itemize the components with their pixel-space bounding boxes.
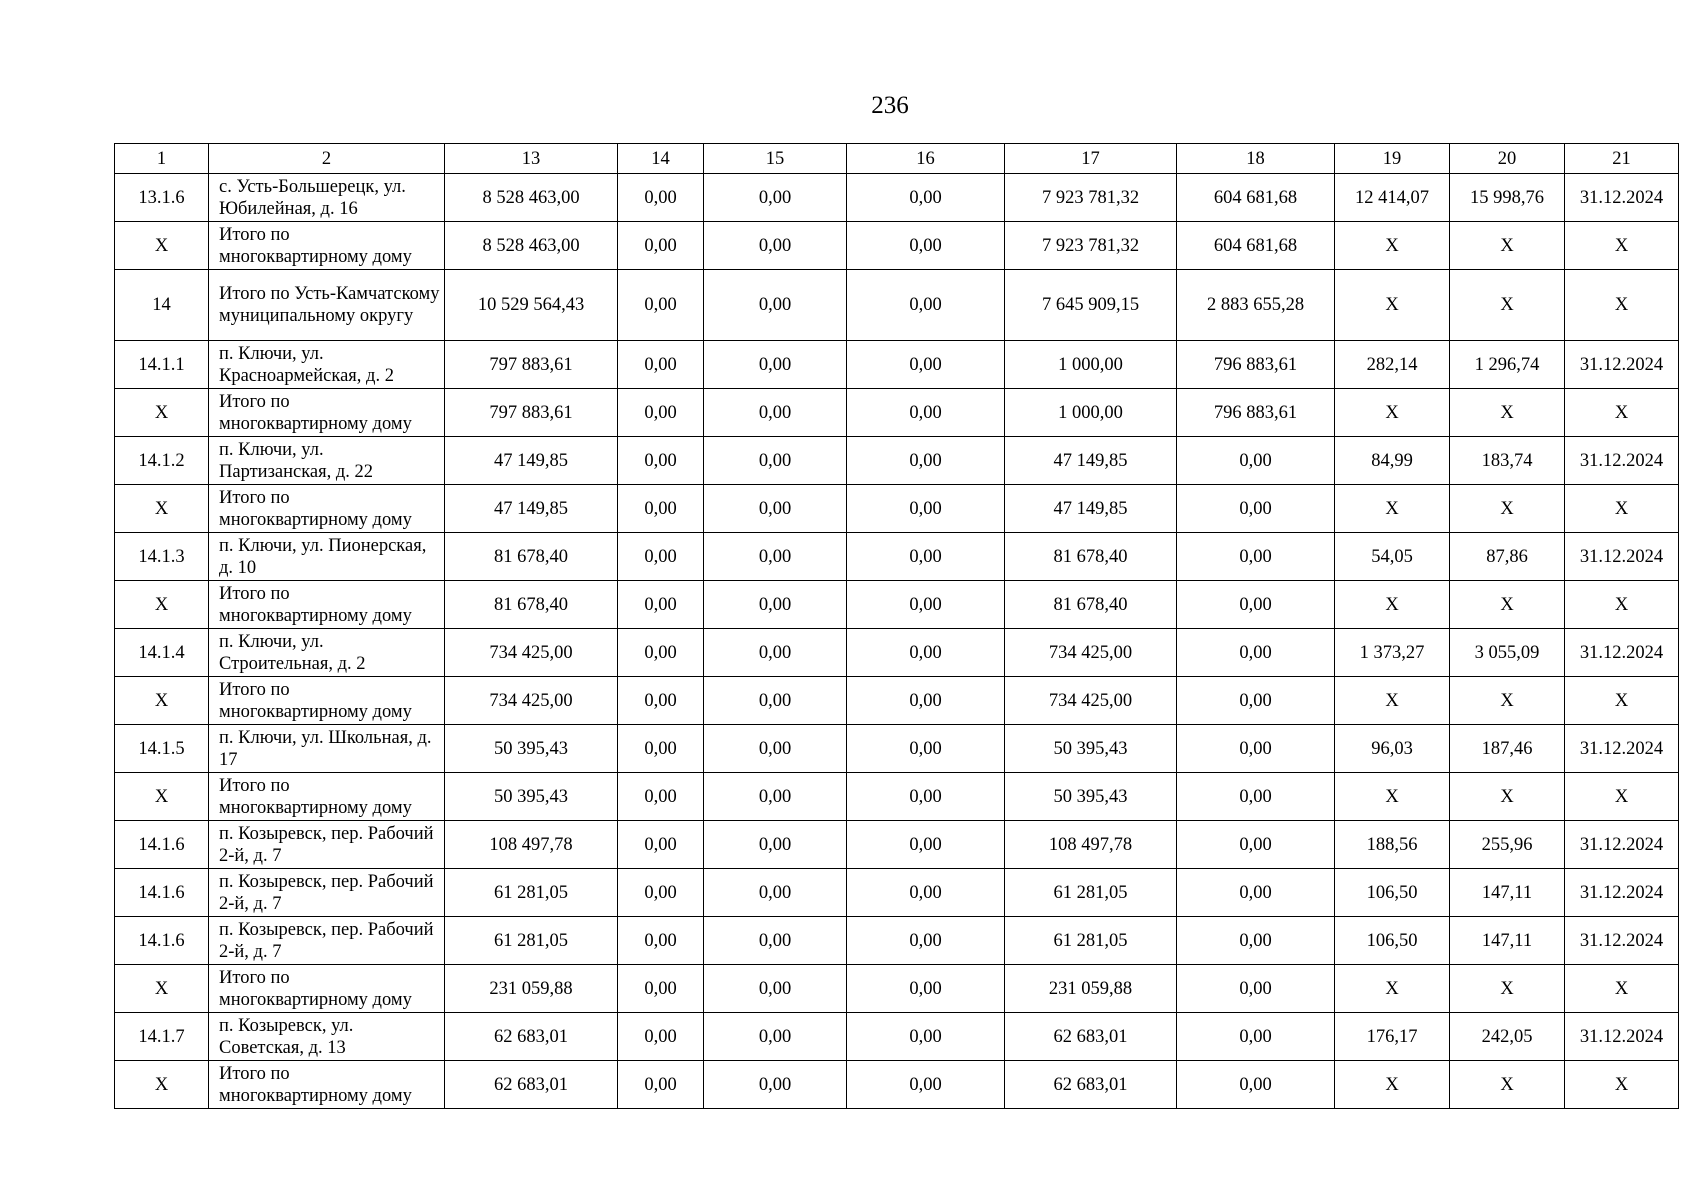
- header-cell: 15: [704, 144, 847, 174]
- cell-col-20: X: [1450, 773, 1565, 821]
- cell-row-number: X: [115, 581, 209, 629]
- cell-col-13: 50 395,43: [445, 773, 618, 821]
- table-container: [114, 143, 1679, 1109]
- header-cell: 19: [1335, 144, 1450, 174]
- cell-col-16: 0,00: [847, 677, 1005, 725]
- cell-col-21: 31.12.2024: [1565, 341, 1679, 389]
- cell-col-20: X: [1450, 1061, 1565, 1109]
- cell-col-17: 1 000,00: [1005, 389, 1177, 437]
- cell-col-18: 0,00: [1177, 773, 1335, 821]
- cell-address: Итого по многоквартирному дому: [209, 581, 445, 629]
- table-row: [115, 1061, 1679, 1109]
- cell-row-number: 14.1.5: [115, 725, 209, 773]
- cell-col-20: 255,96: [1450, 821, 1565, 869]
- cell-col-14: 0,00: [618, 1061, 704, 1109]
- cell-col-19: 54,05: [1335, 533, 1450, 581]
- cell-col-19: X: [1335, 485, 1450, 533]
- cell-col-15: 0,00: [704, 1061, 847, 1109]
- cell-col-15: 0,00: [704, 965, 847, 1013]
- cell-col-18: 0,00: [1177, 1061, 1335, 1109]
- cell-col-20: X: [1450, 389, 1565, 437]
- cell-col-18: 0,00: [1177, 629, 1335, 677]
- cell-col-17: 7 923 781,32: [1005, 222, 1177, 270]
- cell-col-16: 0,00: [847, 533, 1005, 581]
- table-row: [115, 222, 1679, 270]
- cell-col-16: 0,00: [847, 222, 1005, 270]
- cell-col-19: X: [1335, 677, 1450, 725]
- cell-col-16: 0,00: [847, 341, 1005, 389]
- table-row: [115, 174, 1679, 222]
- cell-row-number: 14.1.6: [115, 869, 209, 917]
- cell-col-14: 0,00: [618, 773, 704, 821]
- cell-col-18: 0,00: [1177, 917, 1335, 965]
- cell-col-20: X: [1450, 965, 1565, 1013]
- cell-col-14: 0,00: [618, 677, 704, 725]
- cell-col-17: 62 683,01: [1005, 1061, 1177, 1109]
- cell-col-17: 7 923 781,32: [1005, 174, 1177, 222]
- cell-col-14: 0,00: [618, 389, 704, 437]
- cell-col-15: 0,00: [704, 341, 847, 389]
- cell-col-15: 0,00: [704, 222, 847, 270]
- cell-address: Итого по многоквартирному дому: [209, 965, 445, 1013]
- cell-col-14: 0,00: [618, 485, 704, 533]
- cell-col-14: 0,00: [618, 917, 704, 965]
- cell-address: п. Ключи, ул. Строительная, д. 2: [209, 629, 445, 677]
- cell-col-21: 31.12.2024: [1565, 725, 1679, 773]
- cell-col-19: 96,03: [1335, 725, 1450, 773]
- header-cell: 16: [847, 144, 1005, 174]
- table-row: [115, 869, 1679, 917]
- cell-row-number: X: [115, 485, 209, 533]
- header-cell: 17: [1005, 144, 1177, 174]
- cell-col-21: 31.12.2024: [1565, 869, 1679, 917]
- cell-row-number: X: [115, 965, 209, 1013]
- cell-col-17: 7 645 909,15: [1005, 270, 1177, 341]
- header-cell: 21: [1565, 144, 1679, 174]
- cell-col-13: 50 395,43: [445, 725, 618, 773]
- cell-col-21: 31.12.2024: [1565, 533, 1679, 581]
- cell-col-14: 0,00: [618, 222, 704, 270]
- cell-col-13: 10 529 564,43: [445, 270, 618, 341]
- cell-col-14: 0,00: [618, 725, 704, 773]
- table-row: [115, 773, 1679, 821]
- cell-col-21: X: [1565, 677, 1679, 725]
- table-row: [115, 725, 1679, 773]
- cell-col-17: 1 000,00: [1005, 341, 1177, 389]
- cell-col-18: 0,00: [1177, 581, 1335, 629]
- cell-col-16: 0,00: [847, 725, 1005, 773]
- cell-col-13: 47 149,85: [445, 437, 618, 485]
- cell-col-18: 0,00: [1177, 485, 1335, 533]
- cell-col-15: 0,00: [704, 1013, 847, 1061]
- cell-address: Итого по многоквартирному дому: [209, 773, 445, 821]
- cell-col-19: 106,50: [1335, 869, 1450, 917]
- cell-col-20: 147,11: [1450, 917, 1565, 965]
- cell-col-19: 84,99: [1335, 437, 1450, 485]
- cell-col-21: X: [1565, 222, 1679, 270]
- cell-col-20: X: [1450, 581, 1565, 629]
- cell-col-15: 0,00: [704, 485, 847, 533]
- cell-col-20: X: [1450, 222, 1565, 270]
- cell-row-number: 14.1.4: [115, 629, 209, 677]
- cell-col-19: 12 414,07: [1335, 174, 1450, 222]
- cell-col-19: X: [1335, 270, 1450, 341]
- cell-col-14: 0,00: [618, 270, 704, 341]
- table-row: [115, 437, 1679, 485]
- cell-row-number: X: [115, 1061, 209, 1109]
- cell-col-17: 50 395,43: [1005, 725, 1177, 773]
- cell-col-13: 797 883,61: [445, 341, 618, 389]
- cell-col-21: 31.12.2024: [1565, 629, 1679, 677]
- cell-col-18: 0,00: [1177, 1013, 1335, 1061]
- cell-col-17: 81 678,40: [1005, 533, 1177, 581]
- cell-col-16: 0,00: [847, 773, 1005, 821]
- cell-row-number: 14: [115, 270, 209, 341]
- cell-col-19: X: [1335, 389, 1450, 437]
- cell-address: Итого по многоквартирному дому: [209, 677, 445, 725]
- cell-col-17: 734 425,00: [1005, 677, 1177, 725]
- header-cell: 1: [115, 144, 209, 174]
- cell-col-16: 0,00: [847, 869, 1005, 917]
- cell-col-18: 0,00: [1177, 725, 1335, 773]
- cell-col-21: 31.12.2024: [1565, 174, 1679, 222]
- cell-col-13: 61 281,05: [445, 917, 618, 965]
- cell-col-18: 0,00: [1177, 533, 1335, 581]
- cell-col-16: 0,00: [847, 174, 1005, 222]
- cell-col-15: 0,00: [704, 773, 847, 821]
- cell-col-16: 0,00: [847, 437, 1005, 485]
- cell-col-21: 31.12.2024: [1565, 437, 1679, 485]
- cell-row-number: 14.1.6: [115, 917, 209, 965]
- cell-col-14: 0,00: [618, 821, 704, 869]
- cell-col-15: 0,00: [704, 677, 847, 725]
- cell-col-19: 106,50: [1335, 917, 1450, 965]
- table-body: [115, 174, 1679, 1109]
- header-cell: 18: [1177, 144, 1335, 174]
- cell-col-21: X: [1565, 581, 1679, 629]
- cell-col-14: 0,00: [618, 174, 704, 222]
- cell-col-17: 50 395,43: [1005, 773, 1177, 821]
- cell-col-15: 0,00: [704, 581, 847, 629]
- table-row: [115, 341, 1679, 389]
- table-row: [115, 629, 1679, 677]
- cell-col-16: 0,00: [847, 629, 1005, 677]
- cell-col-14: 0,00: [618, 341, 704, 389]
- cell-col-16: 0,00: [847, 965, 1005, 1013]
- cell-row-number: X: [115, 677, 209, 725]
- cell-address: Итого по Усть-Камчатскому муниципальному округу: [209, 270, 445, 341]
- cell-col-17: 81 678,40: [1005, 581, 1177, 629]
- table-row: [115, 389, 1679, 437]
- table-row: [115, 965, 1679, 1013]
- cell-col-15: 0,00: [704, 174, 847, 222]
- table-row: [115, 270, 1679, 341]
- cell-row-number: X: [115, 389, 209, 437]
- cell-col-13: 47 149,85: [445, 485, 618, 533]
- cell-address: с. Усть-Большерецк, ул. Юбилейная, д. 16: [209, 174, 445, 222]
- cell-row-number: 14.1.2: [115, 437, 209, 485]
- cell-col-16: 0,00: [847, 821, 1005, 869]
- cell-col-19: X: [1335, 965, 1450, 1013]
- cell-col-21: 31.12.2024: [1565, 1013, 1679, 1061]
- cell-row-number: X: [115, 773, 209, 821]
- cell-col-20: 187,46: [1450, 725, 1565, 773]
- cell-row-number: 13.1.6: [115, 174, 209, 222]
- cell-col-20: 242,05: [1450, 1013, 1565, 1061]
- cell-col-14: 0,00: [618, 965, 704, 1013]
- cell-col-14: 0,00: [618, 533, 704, 581]
- cell-col-16: 0,00: [847, 389, 1005, 437]
- cell-col-15: 0,00: [704, 917, 847, 965]
- table-row: [115, 821, 1679, 869]
- cell-address: п. Ключи, ул. Пионерская, д. 10: [209, 533, 445, 581]
- cell-col-18: 0,00: [1177, 965, 1335, 1013]
- cell-col-18: 796 883,61: [1177, 341, 1335, 389]
- cell-address: п. Ключи, ул. Партизанская, д. 22: [209, 437, 445, 485]
- cell-col-13: 797 883,61: [445, 389, 618, 437]
- cell-col-13: 734 425,00: [445, 677, 618, 725]
- cell-address: п. Ключи, ул. Школьная, д. 17: [209, 725, 445, 773]
- cell-col-14: 0,00: [618, 1013, 704, 1061]
- cell-col-21: X: [1565, 270, 1679, 341]
- cell-col-21: X: [1565, 1061, 1679, 1109]
- cell-col-13: 62 683,01: [445, 1013, 618, 1061]
- cell-col-19: 282,14: [1335, 341, 1450, 389]
- cell-col-16: 0,00: [847, 1061, 1005, 1109]
- cell-address: п. Ключи, ул. Красноармейская, д. 2: [209, 341, 445, 389]
- cell-col-17: 47 149,85: [1005, 437, 1177, 485]
- cell-col-15: 0,00: [704, 629, 847, 677]
- cell-col-16: 0,00: [847, 581, 1005, 629]
- cell-col-17: 108 497,78: [1005, 821, 1177, 869]
- cell-col-20: 1 296,74: [1450, 341, 1565, 389]
- cell-col-16: 0,00: [847, 485, 1005, 533]
- cell-col-19: X: [1335, 1061, 1450, 1109]
- cell-col-20: X: [1450, 485, 1565, 533]
- cell-col-18: 0,00: [1177, 821, 1335, 869]
- data-table: [114, 143, 1679, 1109]
- cell-address: Итого по многоквартирному дому: [209, 222, 445, 270]
- cell-col-18: 604 681,68: [1177, 174, 1335, 222]
- cell-col-13: 8 528 463,00: [445, 222, 618, 270]
- cell-col-13: 61 281,05: [445, 869, 618, 917]
- cell-col-15: 0,00: [704, 389, 847, 437]
- cell-col-17: 61 281,05: [1005, 917, 1177, 965]
- table-row: [115, 677, 1679, 725]
- cell-col-15: 0,00: [704, 533, 847, 581]
- cell-col-19: X: [1335, 773, 1450, 821]
- cell-col-19: 1 373,27: [1335, 629, 1450, 677]
- cell-col-19: 188,56: [1335, 821, 1450, 869]
- cell-col-14: 0,00: [618, 869, 704, 917]
- cell-address: п. Козыревск, пер. Рабочий 2-й, д. 7: [209, 869, 445, 917]
- cell-col-18: 796 883,61: [1177, 389, 1335, 437]
- header-row: [115, 144, 1679, 174]
- cell-col-14: 0,00: [618, 581, 704, 629]
- cell-col-20: 15 998,76: [1450, 174, 1565, 222]
- cell-col-20: 147,11: [1450, 869, 1565, 917]
- cell-col-13: 8 528 463,00: [445, 174, 618, 222]
- table-row: [115, 1013, 1679, 1061]
- cell-address: Итого по многоквартирному дому: [209, 389, 445, 437]
- cell-address: п. Козыревск, пер. Рабочий 2-й, д. 7: [209, 917, 445, 965]
- cell-col-21: X: [1565, 485, 1679, 533]
- cell-col-15: 0,00: [704, 821, 847, 869]
- cell-col-15: 0,00: [704, 270, 847, 341]
- cell-col-19: X: [1335, 222, 1450, 270]
- cell-address: Итого по многоквартирному дому: [209, 1061, 445, 1109]
- cell-col-21: X: [1565, 773, 1679, 821]
- cell-col-18: 0,00: [1177, 677, 1335, 725]
- cell-col-17: 47 149,85: [1005, 485, 1177, 533]
- cell-col-17: 62 683,01: [1005, 1013, 1177, 1061]
- page-number: 236: [871, 92, 909, 119]
- cell-col-21: 31.12.2024: [1565, 821, 1679, 869]
- cell-col-16: 0,00: [847, 917, 1005, 965]
- cell-col-18: 2 883 655,28: [1177, 270, 1335, 341]
- cell-col-15: 0,00: [704, 869, 847, 917]
- cell-address: п. Козыревск, пер. Рабочий 2-й, д. 7: [209, 821, 445, 869]
- cell-col-14: 0,00: [618, 629, 704, 677]
- cell-address: Итого по многоквартирному дому: [209, 485, 445, 533]
- cell-row-number: 14.1.3: [115, 533, 209, 581]
- cell-col-21: X: [1565, 965, 1679, 1013]
- cell-col-13: 81 678,40: [445, 581, 618, 629]
- cell-row-number: 14.1.7: [115, 1013, 209, 1061]
- cell-col-17: 231 059,88: [1005, 965, 1177, 1013]
- cell-col-19: 176,17: [1335, 1013, 1450, 1061]
- cell-row-number: 14.1.1: [115, 341, 209, 389]
- cell-col-20: 183,74: [1450, 437, 1565, 485]
- cell-col-13: 108 497,78: [445, 821, 618, 869]
- cell-col-16: 0,00: [847, 270, 1005, 341]
- header-cell: 14: [618, 144, 704, 174]
- header-cell: 20: [1450, 144, 1565, 174]
- table-row: [115, 485, 1679, 533]
- cell-col-16: 0,00: [847, 1013, 1005, 1061]
- cell-col-18: 0,00: [1177, 869, 1335, 917]
- cell-col-13: 62 683,01: [445, 1061, 618, 1109]
- cell-col-19: X: [1335, 581, 1450, 629]
- cell-col-14: 0,00: [618, 437, 704, 485]
- cell-row-number: X: [115, 222, 209, 270]
- cell-address: п. Козыревск, ул. Советская, д. 13: [209, 1013, 445, 1061]
- cell-col-18: 604 681,68: [1177, 222, 1335, 270]
- cell-col-13: 231 059,88: [445, 965, 618, 1013]
- header-cell: 13: [445, 144, 618, 174]
- cell-col-17: 734 425,00: [1005, 629, 1177, 677]
- cell-col-21: 31.12.2024: [1565, 917, 1679, 965]
- cell-col-18: 0,00: [1177, 437, 1335, 485]
- cell-col-13: 81 678,40: [445, 533, 618, 581]
- cell-col-13: 734 425,00: [445, 629, 618, 677]
- cell-col-21: X: [1565, 389, 1679, 437]
- cell-col-20: 3 055,09: [1450, 629, 1565, 677]
- table-row: [115, 917, 1679, 965]
- table-row: [115, 533, 1679, 581]
- cell-row-number: 14.1.6: [115, 821, 209, 869]
- cell-col-17: 61 281,05: [1005, 869, 1177, 917]
- header-cell: 2: [209, 144, 445, 174]
- cell-col-20: 87,86: [1450, 533, 1565, 581]
- cell-col-20: X: [1450, 270, 1565, 341]
- table-row: [115, 581, 1679, 629]
- cell-col-15: 0,00: [704, 725, 847, 773]
- cell-col-20: X: [1450, 677, 1565, 725]
- cell-col-15: 0,00: [704, 437, 847, 485]
